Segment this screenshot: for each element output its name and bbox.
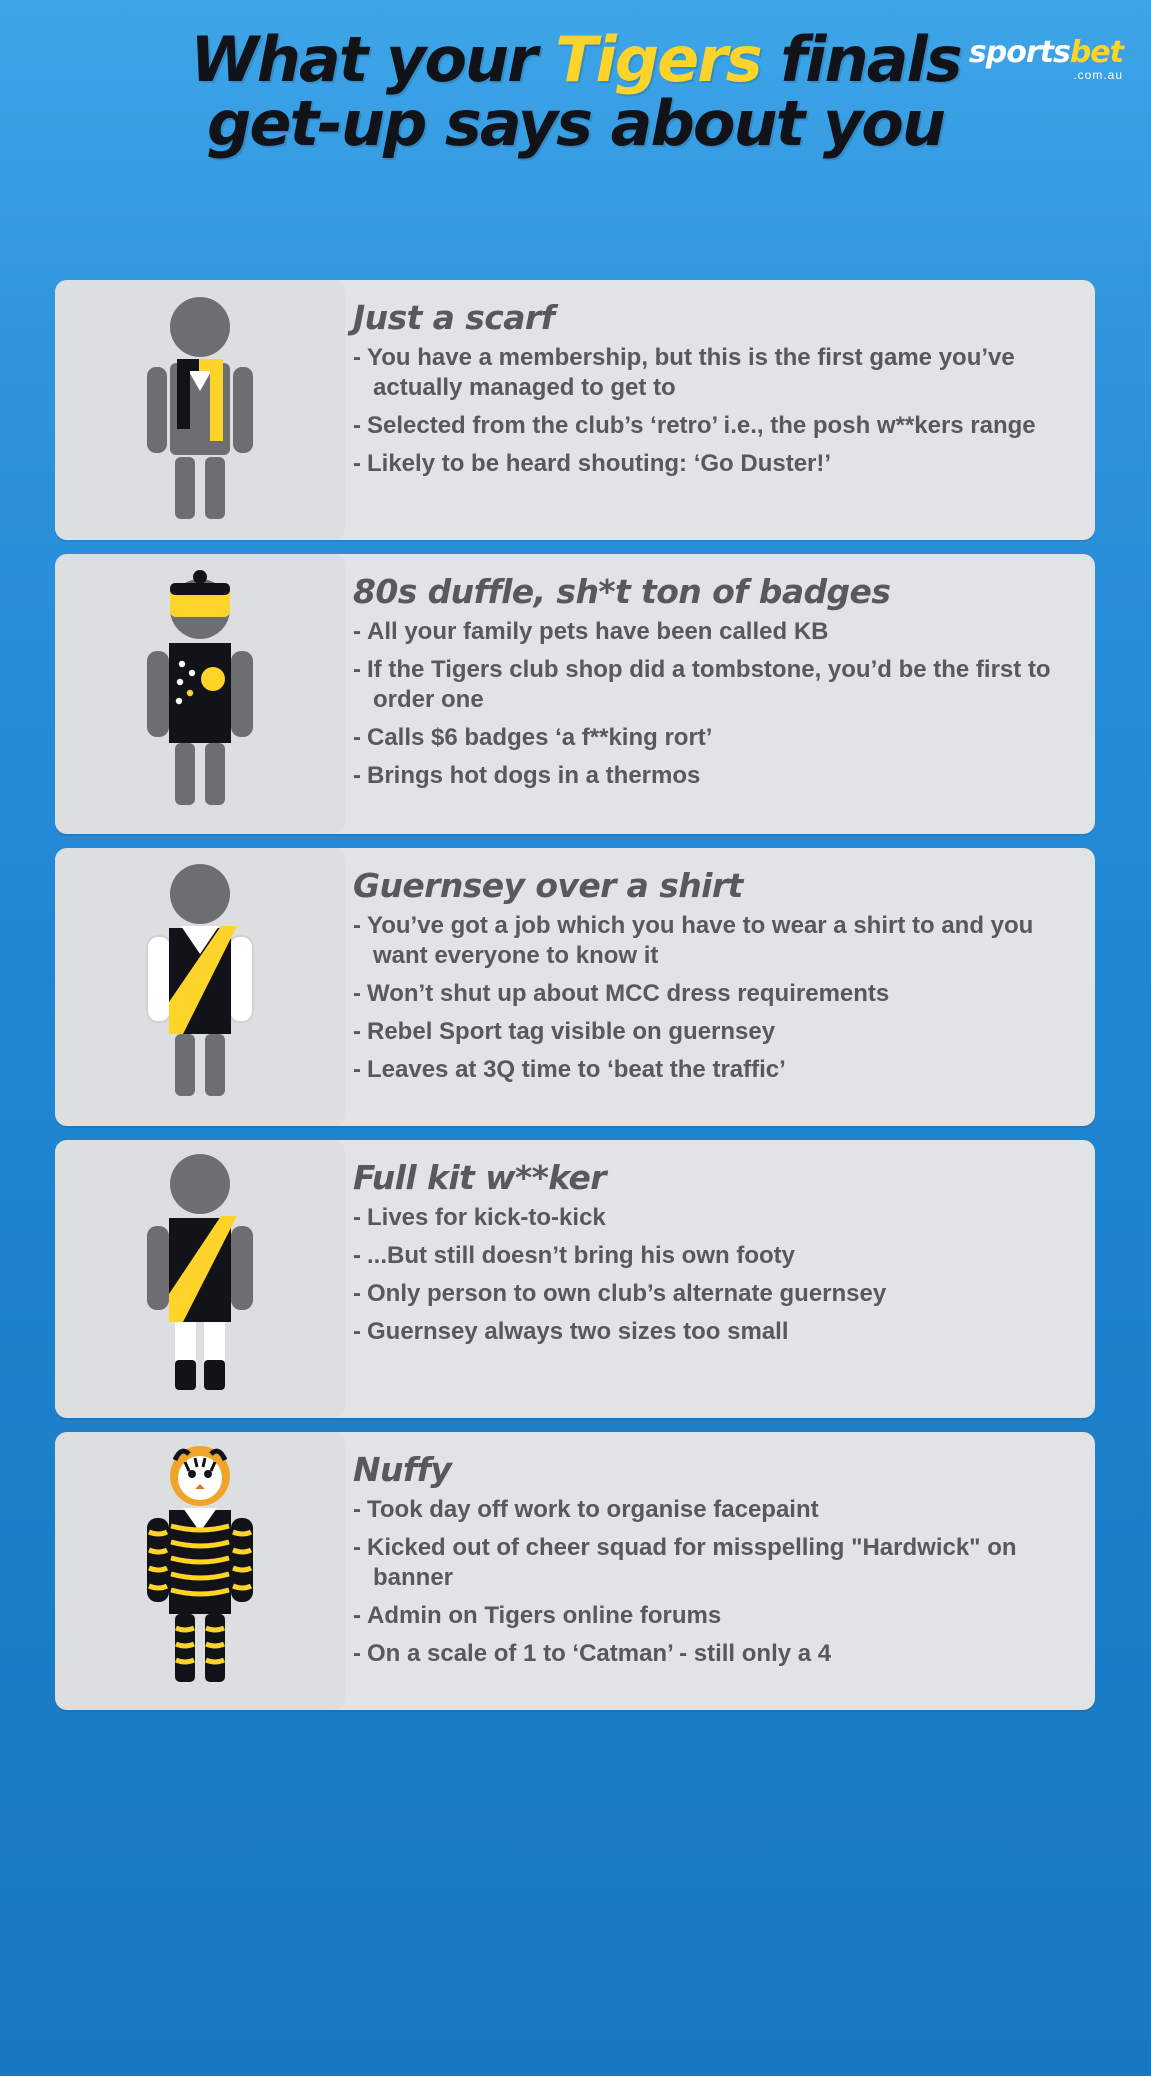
bullet-marker: - (353, 1318, 361, 1345)
bullet-item (353, 343, 1077, 403)
card-heading: Nuffy (353, 1450, 452, 1489)
bullet-marker: - (353, 912, 361, 939)
bullet-text: ...But still doesn’t bring his own footy (367, 1242, 795, 1269)
brand-name-part2: bet (1069, 35, 1123, 70)
bullet-text: On a scale of 1 to ‘Catman’ - still only a 4 (367, 1640, 832, 1667)
title-line-1a: What your (190, 23, 556, 96)
bullet-item (353, 411, 1077, 441)
title-line-2: get-up says about you (207, 86, 944, 160)
bullet-item (353, 1055, 1077, 1085)
bullet-marker: - (353, 618, 361, 645)
bullet-text: Kicked out of cheer squad for misspelling "Hardwick" on banner (367, 1534, 1017, 1591)
card-body-guernsey-over-shirt (345, 848, 1095, 1126)
guernsey-shirt-figure-icon (125, 862, 275, 1112)
card-full-kit (55, 1140, 1095, 1418)
card-list (55, 280, 1095, 1724)
bullet-marker: - (353, 1204, 361, 1231)
bullet-marker: - (353, 1056, 361, 1083)
bullet-text: Likely to be heard shouting: ‘Go Duster!’ (367, 450, 832, 477)
card-bullets (353, 617, 1077, 791)
bullet-item (353, 1017, 1077, 1047)
bullet-marker: - (353, 1534, 361, 1561)
bullet-text: You’ve got a job which you have to wear a shirt to and you want everyone to know it (367, 912, 1034, 969)
bullet-marker: - (353, 1242, 361, 1269)
bullet-item (353, 1495, 1077, 1525)
card-80s-duffle (55, 554, 1095, 834)
bullet-item (353, 1279, 1077, 1309)
bullet-item (353, 449, 1077, 479)
duffle-badges-figure-icon (125, 569, 275, 819)
card-body-80s-duffle (345, 554, 1095, 834)
bullet-text: Rebel Sport tag visible on guernsey (367, 1018, 776, 1045)
bullet-text: Selected from the club’s ‘retro’ i.e., the posh w**kers range (367, 412, 1036, 439)
card-guernsey-over-shirt (55, 848, 1095, 1126)
bullet-marker: - (353, 980, 361, 1007)
bullet-marker: - (353, 1640, 361, 1667)
bullet-item (353, 761, 1077, 791)
card-nuffy (55, 1432, 1095, 1710)
bullet-marker: - (353, 656, 361, 683)
bullet-marker: - (353, 762, 361, 789)
title-highlight: Tigers (555, 23, 761, 96)
bullet-text: Calls $6 badges ‘a f**king rort’ (367, 724, 713, 751)
card-heading: Just a scarf (353, 298, 555, 337)
card-body-full-kit (345, 1140, 1095, 1418)
bullet-item (353, 911, 1077, 971)
bullet-marker: - (353, 412, 361, 439)
bullet-item (353, 1639, 1077, 1669)
bullet-text: All your family pets have been called KB (367, 618, 829, 645)
bullet-item (353, 1533, 1077, 1593)
bullet-item (353, 1203, 1077, 1233)
figure-guernsey-over-shirt (55, 848, 345, 1126)
figure-full-kit (55, 1140, 345, 1418)
title-line-1 (20, 23, 1131, 96)
bullet-text: If the Tigers club shop did a tombstone, you’d be the first to order one (367, 656, 1051, 713)
bullet-marker: - (353, 344, 361, 371)
bullet-item (353, 979, 1077, 1009)
card-bullets (353, 911, 1077, 1085)
bullet-marker: - (353, 724, 361, 751)
card-body-just-a-scarf (345, 280, 1095, 540)
brand-name-part1: sports (968, 35, 1070, 70)
bullet-marker: - (353, 1018, 361, 1045)
scarf-figure-icon (125, 295, 275, 525)
bullet-marker: - (353, 1602, 361, 1629)
bullet-item (353, 1241, 1077, 1271)
bullet-text: Won’t shut up about MCC dress requirements (367, 980, 890, 1007)
brand-domain: .com.au (1073, 68, 1123, 82)
figure-just-a-scarf (55, 280, 345, 540)
title-line-1b: finals (760, 23, 961, 96)
bullet-item (353, 723, 1077, 753)
bullet-item (353, 617, 1077, 647)
card-bullets (353, 343, 1077, 479)
tiger-facepaint-figure-icon (125, 1446, 275, 1696)
full-kit-figure-icon (125, 1154, 275, 1404)
card-bullets (353, 1203, 1077, 1347)
bullet-text: Took day off work to organise facepaint (367, 1496, 819, 1523)
bullet-text: Only person to own club’s alternate guernsey (367, 1280, 887, 1307)
bullet-text: Leaves at 3Q time to ‘beat the traffic’ (367, 1056, 786, 1083)
bullet-marker: - (353, 1496, 361, 1523)
bullet-text: Guernsey always two sizes too small (367, 1318, 789, 1345)
figure-80s-duffle (55, 554, 345, 834)
bullet-item (353, 655, 1077, 715)
bullet-text: Lives for kick-to-kick (367, 1204, 606, 1231)
bullet-item (353, 1317, 1077, 1347)
bullet-marker: - (353, 1280, 361, 1307)
sportsbet-logo (968, 35, 1123, 82)
brand-wordmark (968, 35, 1123, 70)
bullet-text: Admin on Tigers online forums (367, 1602, 722, 1629)
bullet-text: You have a membership, but this is the first game you’ve actually managed to get to (367, 344, 1015, 401)
figure-nuffy (55, 1432, 345, 1710)
card-just-a-scarf (55, 280, 1095, 540)
bullet-item (353, 1601, 1077, 1631)
card-heading: Full kit w**ker (353, 1158, 606, 1197)
card-heading: Guernsey over a shirt (353, 866, 743, 905)
card-body-nuffy (345, 1432, 1095, 1710)
bullet-marker: - (353, 450, 361, 477)
card-heading: 80s duffle, sh*t ton of badges (353, 572, 891, 611)
card-bullets (353, 1495, 1077, 1669)
bullet-text: Brings hot dogs in a thermos (367, 762, 701, 789)
